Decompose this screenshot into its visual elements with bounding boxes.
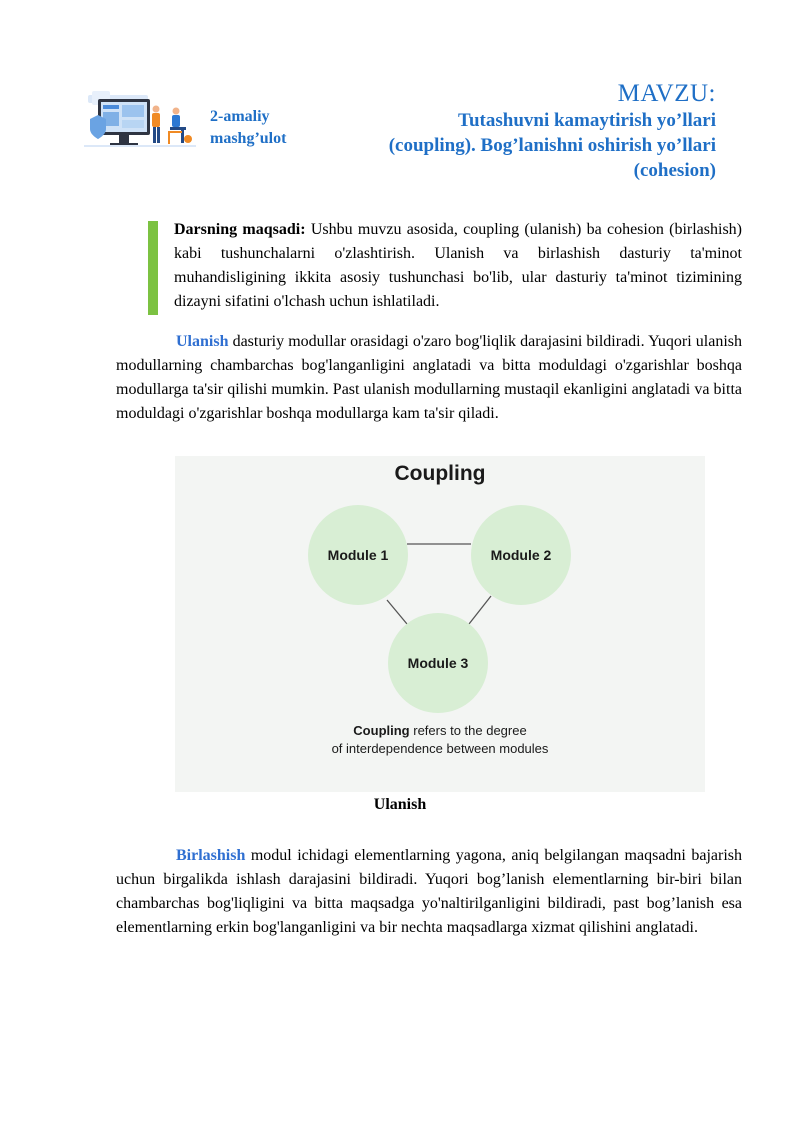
topic-title-line-3: (cohesion) [633, 160, 716, 181]
cohesion-term: Birlashish [176, 847, 246, 864]
topic-label: MAVZU: [617, 80, 716, 107]
computer-illustration-icon [84, 89, 196, 151]
figure-note-rest: refers to the degree [409, 723, 527, 738]
link-2-3 [469, 596, 491, 624]
lesson-number: 2-amaliy [210, 108, 270, 125]
module-3-label: Module 3 [407, 655, 469, 671]
coupling-body: dasturiy modullar orasidagi o'zaro bog'liqlik darajasini bildiradi. Yuqori ulanish modullarning chambarchas bog'langanligini anglatadi va bitta moduldagi o'zgarishlar boshqa modullarga ta'sir qilishi mumkin. Past ulanish modullarning mustaqil ekanligini anglatadi va bitta moduldagi o'zgarishlar boshqa modullarga kam ta'sir qiladi. [116, 333, 742, 422]
figure-caption: Ulanish [373, 796, 427, 813]
cohesion-paragraph [116, 844, 742, 940]
module-2-label: Module 2 [490, 547, 552, 563]
figure-title: Coupling [394, 462, 486, 485]
lesson-type: mashg’ulot [210, 130, 287, 147]
goal-body: Ushbu muvzu asosida, coupling (ulanish) ba cohesion (birlashish) kabi tushunchalarni o'zlashtirish. Ulanish va birlashish dasturiy ta'minot muhandisligining ikkita asosiy tushunchasi bo'lib, ular dasturiy ta'minot tizimining dizayni sifatini o'lchash uchun ishlatiladi. [174, 221, 743, 310]
figure-note-line-2: of interdependence between modules [331, 741, 549, 756]
goal-label: Darsning maqsadi: [174, 221, 306, 238]
topic-heading [296, 80, 716, 183]
lesson-goal [148, 218, 742, 314]
topic-title-line-1: Tutashuvni kamaytirish yo’llari [458, 110, 716, 131]
goal-text [174, 218, 742, 314]
coupling-figure [175, 456, 705, 792]
link-1-3 [387, 600, 407, 624]
module-1-label: Module 1 [327, 547, 389, 563]
goal-accent-bar [148, 221, 158, 315]
coupling-term: Ulanish [176, 333, 229, 350]
cohesion-body: modul ichidagi elementlarning yagona, aniq belgilangan maqsadni bajarish uchun birgalikda ishlash darajasini bildiradi. Yuqori bog’lanish elementlarning bir-biri bilan chambarchas bog'liqligini va bitta maqsadga yo'naltirilganligini bildiradi, past bog’lanish esa elementlarning erkin bog'langanligini va bir nechta maqsadlarga xizmat qilishini anglatadi. [116, 847, 742, 936]
figure-note-term: Coupling [353, 723, 410, 738]
figure-note-line-1 [353, 723, 526, 738]
coupling-diagram [175, 456, 705, 792]
lesson-label [210, 106, 286, 150]
topic-title-line-2: (coupling). Bog’lanishni oshirish yo’llari [388, 135, 716, 156]
coupling-paragraph [116, 330, 742, 426]
